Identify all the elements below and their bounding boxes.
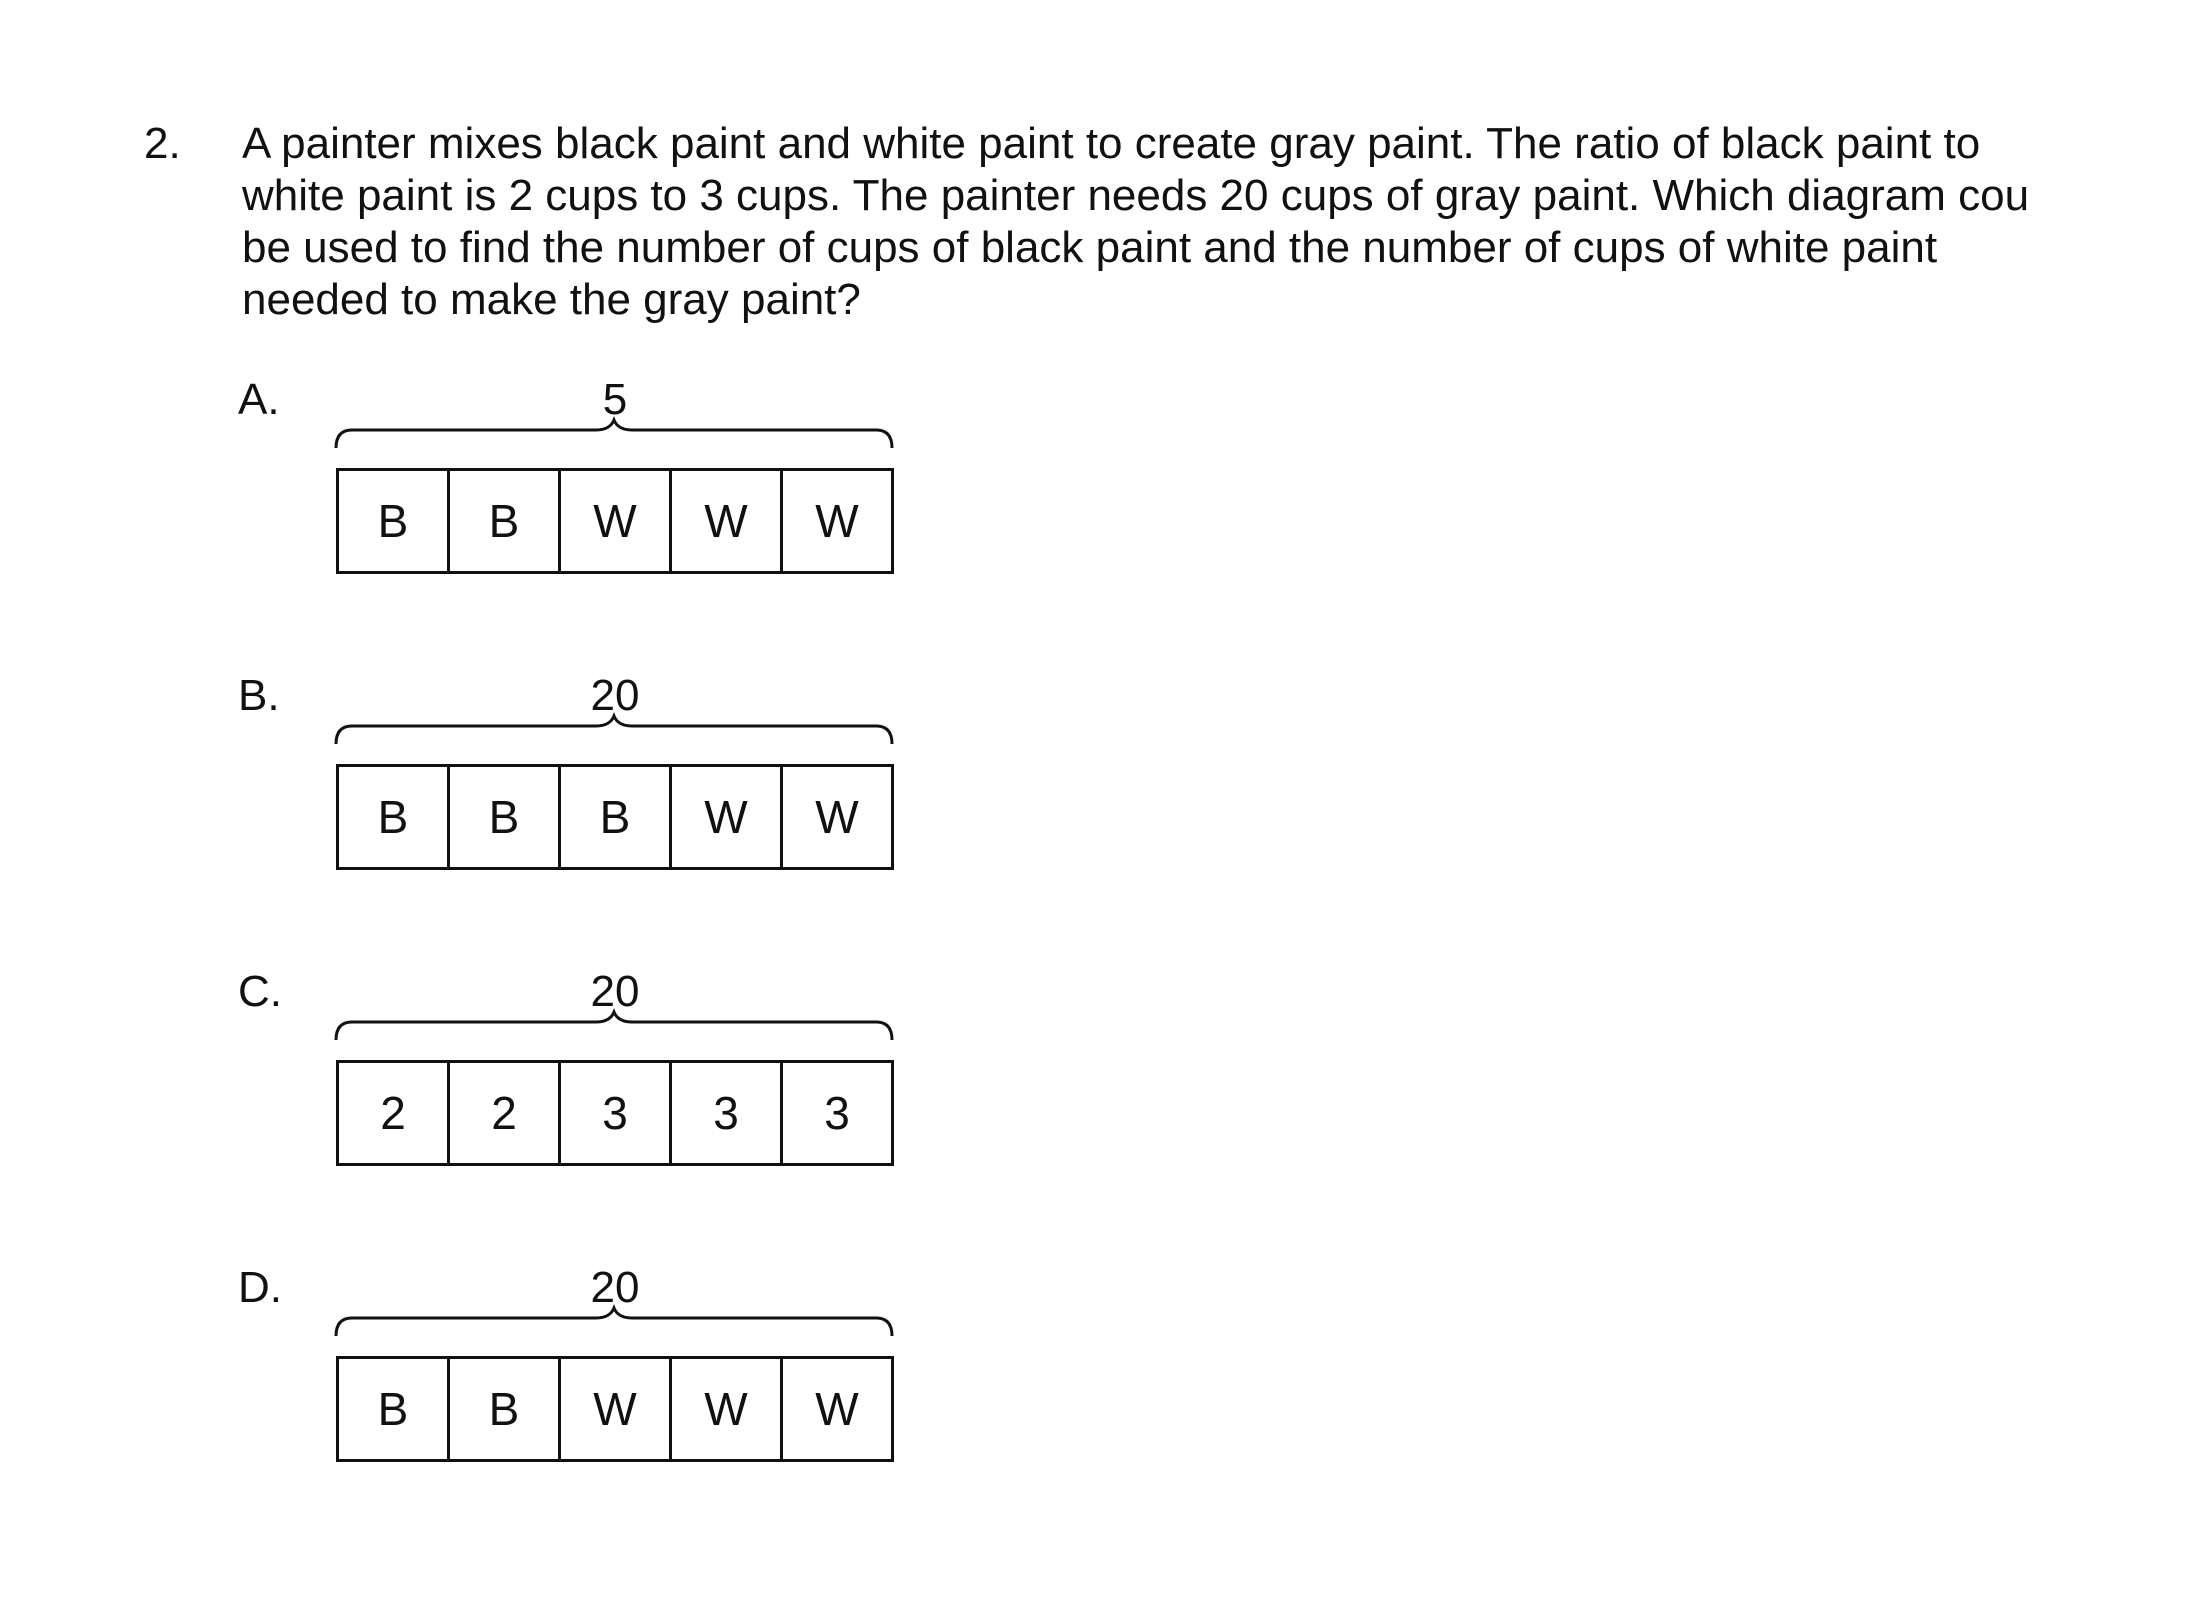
tape-cell: 3 [824, 1087, 850, 1139]
curly-brace-icon [334, 714, 894, 748]
tape-cell: 2 [450, 1063, 561, 1163]
tape-cell: B [450, 1359, 561, 1459]
tape-cell: B [339, 767, 450, 867]
curly-brace-icon [334, 1306, 894, 1340]
option-b[interactable] [0, 670, 2194, 930]
total-label: 20 [590, 671, 640, 720]
tape-cell: 2 [339, 1063, 450, 1163]
tape-cell: B [450, 471, 561, 571]
tape-cell: W [815, 791, 859, 843]
option-letter: D. [238, 1263, 282, 1312]
option-a[interactable] [0, 374, 2194, 634]
total-label: 20 [590, 967, 640, 1016]
option-c[interactable] [0, 966, 2194, 1226]
question-line: be used to find the number of cups of black paint and the number of cups of white paint [242, 223, 1938, 272]
tape-diagram [336, 1356, 894, 1462]
tape-cell: B [339, 1359, 450, 1459]
curly-brace-icon [334, 1010, 894, 1044]
question-line: needed to make the gray paint? [242, 275, 861, 324]
question-line: white paint is 2 cups to 3 cups. The painter needs 20 cups of gray paint. Which diagram cou [242, 171, 2030, 220]
option-letter: A. [238, 375, 280, 424]
option-letter: C. [238, 967, 282, 1016]
tape-cell: B [561, 767, 672, 867]
tape-cell: W [561, 1359, 672, 1459]
option-d[interactable] [0, 1262, 2194, 1522]
tape-cell: W [815, 495, 859, 547]
option-letter: B. [238, 671, 280, 720]
tape-cell: W [561, 471, 672, 571]
tape-cell: W [672, 767, 783, 867]
tape-diagram [336, 468, 894, 574]
tape-cell: W [672, 471, 783, 571]
total-label: 5 [602, 375, 628, 424]
curly-brace-icon [334, 418, 894, 452]
tape-cell: 3 [672, 1063, 783, 1163]
question-text [242, 118, 2194, 326]
tape-cell: W [815, 1383, 859, 1435]
tape-diagram [336, 764, 894, 870]
question-line: A painter mixes black paint and white paint to create gray paint. The ratio of black paint to [242, 119, 1981, 168]
tape-cell: B [339, 471, 450, 571]
tape-cell: B [450, 767, 561, 867]
total-label: 20 [590, 1263, 640, 1312]
tape-diagram [336, 1060, 894, 1166]
tape-cell: 3 [561, 1063, 672, 1163]
question-number: 2. [144, 119, 181, 168]
tape-cell: W [672, 1359, 783, 1459]
